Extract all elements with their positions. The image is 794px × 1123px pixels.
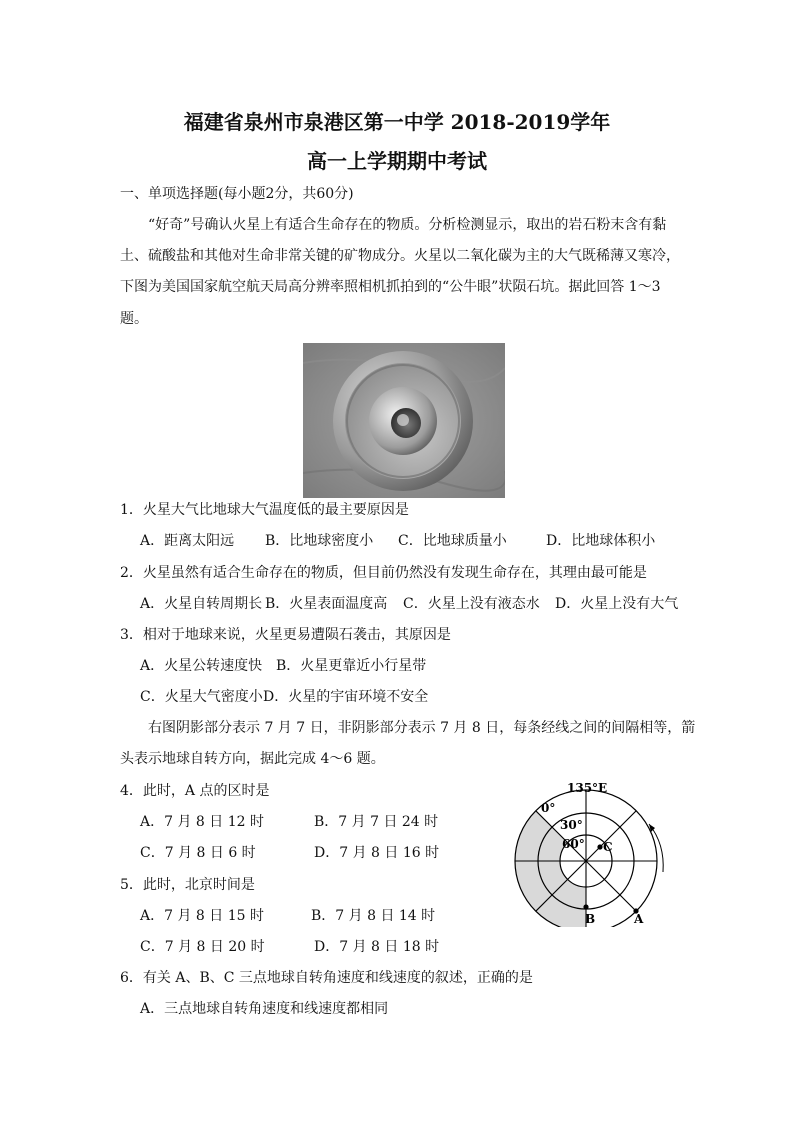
point-b-dot bbox=[583, 904, 588, 909]
option: C．7 月 8 日 6 时 bbox=[140, 845, 256, 861]
passage2-line: 头表示地球自转方向，据此完成 4～6 题。 bbox=[120, 751, 385, 767]
crater-photo bbox=[303, 343, 505, 498]
passage2-line: 右图阴影部分表示 7 月 7 日，非阴影部分表示 7 月 8 日，每条经线之间的间隔相等，箭 bbox=[148, 720, 696, 736]
option: A．火星公转速度快 bbox=[140, 658, 263, 674]
option: D．火星的宇宙环境不安全 bbox=[263, 689, 429, 705]
question-stem: 5．此时，北京时间是 bbox=[120, 877, 255, 893]
option: D．比地球体积小 bbox=[546, 533, 656, 549]
label-point-a: A bbox=[634, 912, 644, 926]
option: D．火星上没有大气 bbox=[555, 596, 679, 612]
passage1-line: 土、硫酸盐和其他对生命非常关键的矿物成分。火星以二氧化碳为主的大气既稀薄又寒冷， bbox=[120, 248, 680, 264]
exam-title-line2: 高一上学期期中考试 bbox=[307, 149, 487, 173]
option: B．火星表面温度高 bbox=[265, 596, 388, 612]
option: C．比地球质量小 bbox=[398, 533, 507, 549]
point-c-dot bbox=[597, 844, 602, 849]
label-point-b: B bbox=[585, 912, 596, 926]
option: C．火星上没有液态水 bbox=[403, 596, 540, 612]
option: B．比地球密度小 bbox=[265, 533, 374, 549]
option: C．7 月 8 日 20 时 bbox=[140, 939, 265, 955]
question-stem: 3．相对于地球来说，火星更易遭陨石袭击，其原因是 bbox=[120, 627, 451, 643]
passage1-line: “好奇”号确认火星上有适合生命存在的物质。分析检测显示，取出的岩石粉末含有黏 bbox=[148, 217, 667, 233]
label-135e: 135°E bbox=[567, 781, 608, 795]
label-30-degree: 30° bbox=[560, 818, 583, 832]
passage1-line: 下图为美国国家航空航天局高分辨率照相机抓拍到的“公牛眼”状陨石坑。据此回答 1～3 bbox=[120, 279, 661, 295]
option: A．火星自转周期长 bbox=[140, 596, 263, 612]
option: D．7 月 8 日 18 时 bbox=[314, 939, 440, 955]
option: A．三点地球自转角速度和线速度都相同 bbox=[140, 1001, 389, 1017]
polar-view-diagram bbox=[505, 772, 670, 927]
option: B．7 月 8 日 14 时 bbox=[311, 908, 436, 924]
label-0-degree: 0° bbox=[541, 801, 556, 815]
option: D．7 月 8 日 16 时 bbox=[314, 845, 440, 861]
label-60-degree: 60° bbox=[562, 837, 585, 851]
question-stem: 6．有关 A、B、C 三点地球自转角速度和线速度的叙述，正确的是 bbox=[120, 970, 533, 986]
option: B．7 月 7 日 24 时 bbox=[314, 814, 439, 830]
option: A．7 月 8 日 15 时 bbox=[140, 908, 264, 924]
label-point-c: C bbox=[603, 840, 613, 854]
option: A．7 月 8 日 12 时 bbox=[140, 814, 264, 830]
option: B．火星更靠近小行星带 bbox=[276, 658, 427, 674]
option: C．火星大气密度小 bbox=[140, 689, 263, 705]
question-stem: 2．火星虽然有适合生命存在的物质，但目前仍然没有发现生命存在，其理由最可能是 bbox=[120, 565, 647, 581]
section-heading: 一、单项选择题(每小题2分，共60分) bbox=[120, 186, 354, 202]
option: A．距离太阳远 bbox=[140, 533, 235, 549]
question-stem: 1．火星大气比地球大气温度低的最主要原因是 bbox=[120, 502, 409, 518]
question-stem: 4．此时，A 点的区时是 bbox=[120, 783, 270, 799]
passage1-line: 题。 bbox=[120, 311, 148, 327]
exam-title-line1: 福建省泉州市泉港区第一中学 2018-2019学年 bbox=[183, 110, 611, 134]
